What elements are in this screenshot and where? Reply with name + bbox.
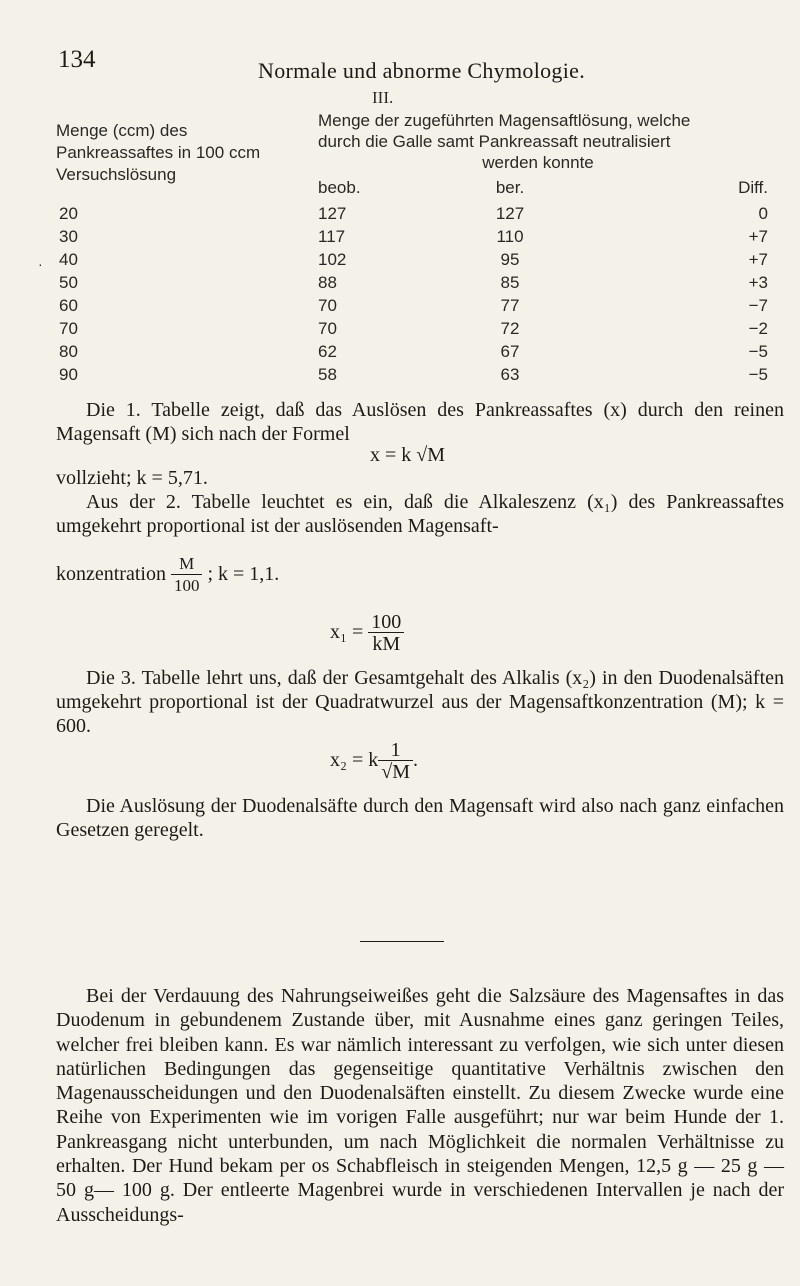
- section-divider: [360, 941, 444, 942]
- table-row: [56, 250, 786, 272]
- table-row: [56, 227, 786, 249]
- cell-menge: 60: [59, 296, 78, 315]
- paragraph-1: Die 1. Tabelle zeigt, daß das Auslösen des Pankreassaftes (x) durch den reinen Magensaft (M) sich nach der Formel: [56, 399, 784, 445]
- formula-konzentration: [56, 554, 279, 597]
- cell-menge: 20: [59, 204, 78, 223]
- cell-diff: +7: [748, 227, 768, 246]
- cell-diff: +7: [748, 250, 768, 269]
- paragraph-2: Aus der 2. Tabelle leuchtet es ein, daß die Alkaleszenz (x₁) des Pankreassaftes umgekehrt proportional ist der auslösenden Magensaft-: [56, 491, 784, 537]
- cell-menge: 40: [59, 250, 78, 269]
- cell-diff: −2: [748, 319, 768, 338]
- formula-2: [330, 612, 404, 655]
- paragraph-4: Die Auslösung der Duodenalsäfte durch den Magensaft wird also nach ganz einfachen Gesetzen geregelt.: [56, 795, 784, 841]
- formula-3: [330, 740, 418, 783]
- cell-menge: 70: [59, 319, 78, 338]
- cell-diff: −5: [748, 342, 768, 361]
- konzentration-tail: ; k = 1,1.: [207, 563, 280, 586]
- cell-beob: 117: [318, 227, 346, 246]
- cell-beob: 62: [318, 342, 337, 361]
- col-head-beob: beob.: [318, 178, 361, 197]
- fraction-m-100: [171, 554, 203, 597]
- fraction-numerator: 1: [378, 740, 413, 761]
- formula-2-lhs: x₁ =: [330, 621, 364, 644]
- cell-ber: 110: [496, 227, 524, 246]
- cell-ber: 85: [500, 273, 520, 292]
- table-row: [56, 342, 786, 364]
- paragraph-5: Bei der Verdauung des Nahrungseiweißes geht die Salzsäure des Magensaftes in das Duodenum in gebundenem Zustande über, mit Ausnahme eines ganz geringen Teiles, welcher frei bleiben kann. Es war nämlich interessant zu verfolgen, wie sich unter diesen natürlichen Bedingungen das gegenseitige quantitative Verhältnis zwischen den Magenausscheidungen und den Duodenalsäften einstellt. Zu diesem Zwecke wurde eine Reihe von Experimenten wie im vorigen Falle ausgeführt; nur war beim Hunde der 1. Pankreasgang nicht unterbunden, um nach Möglichkeit die normalen Verhältnisse zu erhalten. Der Hund bekam per os Schabfleisch in steigenden Mengen, 12,5 g — 25 g — 50 g— 100 g. Der entleerte Magenbrei wurde in verschiedenen Intervallen je nach der Ausscheidungs-: [56, 985, 784, 1226]
- fraction-numerator: M: [179, 554, 195, 573]
- table-row: [56, 319, 786, 341]
- fraction-numerator: 100: [368, 612, 404, 633]
- cell-menge: 80: [59, 342, 78, 361]
- cell-ber: 95: [500, 250, 520, 269]
- cell-menge: 50: [59, 273, 78, 292]
- cell-beob: 88: [318, 273, 337, 292]
- col-head-diff: Diff.: [738, 178, 768, 197]
- right-heading-line-3: werden konnte: [482, 153, 594, 172]
- cell-menge: 30: [59, 227, 78, 246]
- cell-ber: 127: [495, 204, 525, 223]
- paragraph-3: Die 3. Tabelle lehrt uns, daß der Gesamtgehalt des Alkalis (x₂) in den Duodenalsäften umgekehrt proportional ist der Quadratwurzel aus der Magensaftkonzentration (M); k = 600.: [56, 667, 784, 737]
- formula-3-tail: .: [413, 749, 419, 772]
- cell-ber: 77: [500, 296, 520, 315]
- right-heading-line-1: Menge der zugeführten Magensaftlösung, welche: [318, 111, 691, 130]
- left-column-heading: Menge (ccm) des Pankreassaftes in 100 ccm Versuchslösung: [56, 121, 261, 184]
- table-row: [56, 273, 786, 295]
- fraction-1-sqrtm: [378, 740, 413, 783]
- formula-1: x = k √M: [370, 444, 446, 466]
- fraction-100-km: [368, 612, 404, 655]
- cell-beob: 70: [318, 319, 337, 338]
- table-numeral: III.: [372, 88, 394, 107]
- cell-beob: 58: [318, 365, 337, 384]
- cell-menge: 90: [59, 365, 78, 384]
- cell-diff: +3: [748, 273, 768, 292]
- cell-beob: 127: [318, 204, 347, 223]
- table-row: [56, 204, 786, 226]
- right-heading-line-2: durch die Galle samt Pankreassaft neutralisiert: [318, 132, 671, 151]
- cell-beob: 70: [318, 296, 337, 315]
- formula-3-lhs: x₂ = k: [330, 749, 379, 772]
- running-head: Normale und abnorme Chymologie.: [258, 58, 586, 83]
- table-bullet: ·: [38, 256, 43, 272]
- fraction-denominator: 100: [171, 574, 203, 597]
- table-row: [56, 365, 786, 387]
- cell-diff: 0: [758, 204, 768, 223]
- right-column-heading: [318, 110, 788, 173]
- cell-diff: −5: [748, 365, 768, 384]
- fraction-denominator: kM: [372, 633, 401, 655]
- konzentration-word: konzentration: [56, 563, 166, 586]
- cell-ber: 63: [500, 365, 520, 384]
- fraction-denominator: √M: [381, 761, 411, 783]
- page-number: 134: [58, 46, 96, 73]
- table-row: [56, 296, 786, 318]
- col-head-ber: ber.: [495, 178, 525, 197]
- cell-beob: 102: [318, 250, 347, 269]
- paragraph-1-end: vollzieht; k = 5,71.: [56, 467, 208, 489]
- cell-ber: 67: [500, 342, 520, 361]
- cell-ber: 72: [500, 319, 520, 338]
- cell-diff: −7: [748, 296, 768, 315]
